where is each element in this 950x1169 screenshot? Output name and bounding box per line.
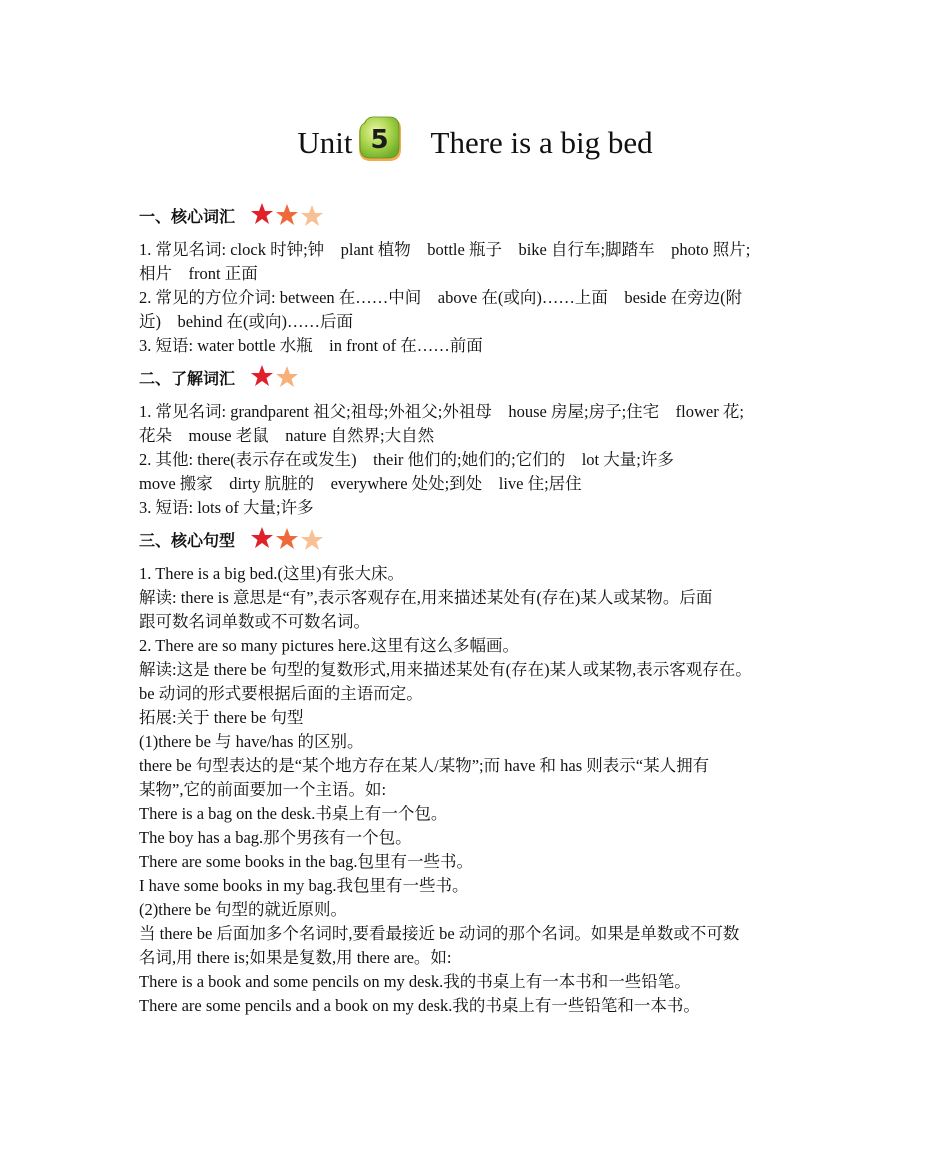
text-line: move 搬家 dirty 肮脏的 everywhere 处处;到处 live 住;居住	[139, 474, 582, 493]
page-title	[0, 118, 950, 168]
unit-number-badge	[355, 115, 405, 163]
star-icon	[276, 204, 298, 225]
star-icon	[276, 366, 298, 387]
star-icon	[251, 365, 273, 386]
rating-stars	[251, 526, 329, 552]
text-line: 2. 常见的方位介词: between 在……中间 above 在(或向)……上面 beside 在旁边(附	[139, 288, 743, 307]
text-line: 解读:这是 there be 句型的复数形式,用来描述某处有(存在)某人或某物,表示客观存在。	[139, 660, 752, 679]
star-icon	[301, 529, 323, 550]
star-icon	[251, 203, 273, 224]
text-line: be 动词的形式要根据后面的主语而定。	[139, 684, 423, 703]
text-line: 拓展:关于 there be 句型	[139, 708, 304, 727]
rating-stars	[251, 364, 303, 390]
text-line: 解读: there is 意思是“有”,表示客观存在,用来描述某处有(存在)某人或某物。后面	[139, 588, 713, 607]
text-line: 3. 短语: water bottle 水瓶 in front of 在……前面	[139, 336, 483, 355]
text-line: 1. There is a big bed.(这里)有张大床。	[139, 564, 405, 583]
text-line: 某物”,它的前面要加一个主语。如:	[139, 780, 387, 799]
text-line: There is a bag on the desk.书桌上有一个包。	[139, 804, 448, 823]
section-heading-understand-vocabulary: 二、了解词汇	[139, 362, 819, 392]
text-line: 近) behind 在(或向)……后面	[139, 312, 354, 331]
text-line: 1. 常见名词: clock 时钟;钟 plant 植物 bottle 瓶子 bike 自行车;脚踏车 photo 照片;	[139, 240, 751, 259]
text-line: (2)there be 句型的就近原则。	[139, 900, 348, 919]
lesson-title: There is a big bed	[430, 125, 653, 160]
text-line: 花朵 mouse 老鼠 nature 自然界;大自然	[139, 426, 435, 445]
rating-stars	[251, 202, 329, 228]
text-line: I have some books in my bag.我包里有一些书。	[139, 876, 469, 895]
text-line: 相片 front 正面	[139, 264, 258, 283]
text-line: there be 句型表达的是“某个地方存在某人/某物”;而 have 和 has 则表示“某人拥有	[139, 756, 710, 775]
star-icon	[276, 528, 298, 549]
text-line: 2. There are so many pictures here.这里有这么多幅画。	[139, 636, 520, 655]
section-heading-core-vocabulary: 一、核心词汇	[139, 200, 819, 230]
text-line: There are some books in the bag.包里有一些书。	[139, 852, 474, 871]
text-line: The boy has a bag.那个男孩有一个包。	[139, 828, 412, 847]
text-line: (1)there be 与 have/has 的区别。	[139, 732, 364, 751]
content	[139, 200, 819, 1018]
text-line: 2. 其他: there(表示存在或发生) their 他们的;她们的;它们的 lot 大量;许多	[139, 450, 674, 469]
text-line: 1. 常见名词: grandparent 祖父;祖母;外祖父;外祖母 house 房屋;房子;住宅 flower 花;	[139, 402, 744, 421]
star-icon	[301, 205, 323, 226]
unit-number-text: 5	[369, 125, 389, 155]
unit-word: Unit	[297, 125, 353, 160]
text-line: 当 there be 后面加多个名词时,要看最接近 be 动词的那个名词。如果是单数或不可数	[139, 924, 740, 943]
text-line: 3. 短语: lots of 大量;许多	[139, 498, 314, 517]
text-line: There is a book and some pencils on my desk.我的书桌上有一本书和一些铅笔。	[139, 972, 691, 991]
section-heading-core-sentences: 三、核心句型	[139, 524, 819, 554]
text-line: 名词,用 there is;如果是复数,用 there are。如:	[139, 948, 452, 967]
text-line: 跟可数名词单数或不可数名词。	[139, 612, 370, 631]
star-icon	[251, 527, 273, 548]
text-line: There are some pencils and a book on my desk.我的书桌上有一些铅笔和一本书。	[139, 996, 700, 1015]
